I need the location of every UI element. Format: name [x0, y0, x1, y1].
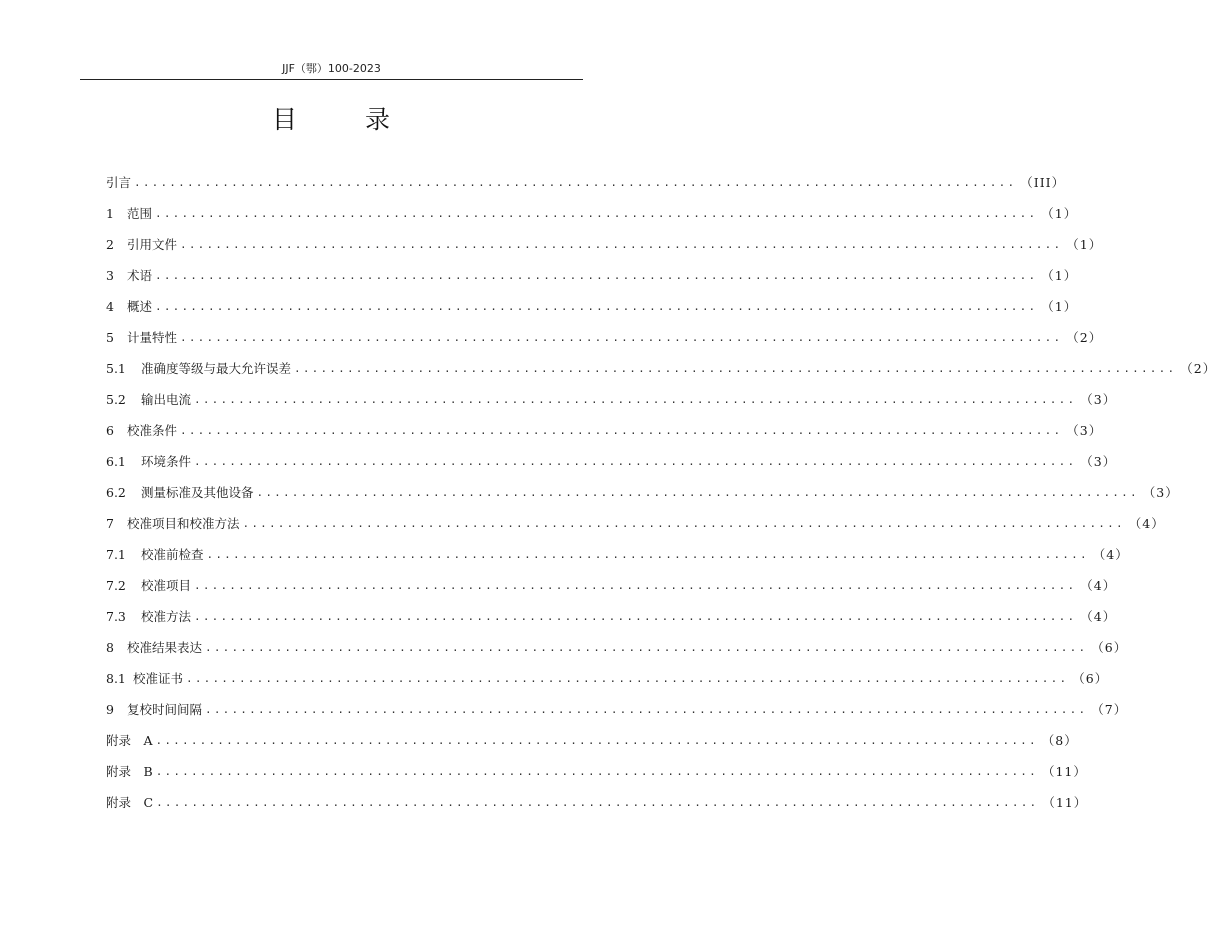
toc-label: 输出电流: [141, 391, 192, 407]
toc-label: 校准项目: [141, 577, 192, 593]
toc-number: 6: [106, 422, 114, 438]
toc-number: 3: [106, 267, 114, 283]
toc-dot-leader: ....................................................................................................: [294, 361, 1177, 375]
toc-page-number: （2）: [1066, 329, 1103, 345]
toc-entry-appendix-b[interactable]: [106, 756, 1087, 787]
toc-label: 附录 B: [106, 763, 153, 779]
toc-number: 5.1: [106, 360, 126, 376]
toc-label: 准确度等级与最大允许误差: [141, 360, 292, 376]
toc-dot-leader: ....................................................................................................: [155, 733, 1038, 747]
toc-entry-5-1[interactable]: [106, 353, 1216, 384]
toc-page-number: （4）: [1080, 608, 1117, 624]
toc-label: 附录 C: [106, 794, 154, 810]
toc-number: 7.3: [106, 608, 126, 624]
toc-dot-leader: ....................................................................................................: [155, 764, 1038, 778]
toc-entry-1[interactable]: [106, 198, 1078, 229]
toc-dot-leader: ....................................................................................................: [155, 268, 1038, 282]
toc-dot-leader: ....................................................................................................: [194, 454, 1077, 468]
toc-entry-appendix-c[interactable]: [106, 787, 1088, 818]
toc-entry-7-3[interactable]: [106, 601, 1117, 632]
toc-label: 校准前检查: [141, 546, 204, 562]
toc-page-number: （11）: [1041, 763, 1087, 779]
toc-entry-7[interactable]: [106, 508, 1165, 539]
toc-number: 8: [106, 639, 114, 655]
toc-number: 1: [106, 205, 114, 221]
toc-number: 5.2: [106, 391, 126, 407]
toc-entry-6[interactable]: [106, 415, 1103, 446]
toc-label: 复校时间间隔: [127, 701, 203, 717]
toc-entry-6-1[interactable]: [106, 446, 1117, 477]
toc-entry-intro[interactable]: [106, 167, 1066, 198]
toc-page-number: （3）: [1142, 484, 1179, 500]
header-rule: [80, 79, 583, 80]
toc-entry-7-2[interactable]: [106, 570, 1117, 601]
toc-label: 概述: [127, 298, 153, 314]
toc-dot-leader: ....................................................................................................: [194, 609, 1077, 623]
toc-page-number: （8）: [1041, 732, 1078, 748]
toc-entry-appendix-a[interactable]: [106, 725, 1078, 756]
toc-dot-leader: ....................................................................................................: [205, 702, 1088, 716]
toc-dot-leader: ....................................................................................................: [180, 423, 1063, 437]
toc-number: 9: [106, 701, 114, 717]
toc-page-number: （11）: [1042, 794, 1088, 810]
toc-label: 附录 A: [106, 732, 153, 748]
toc-label: 引用文件: [127, 236, 178, 252]
toc-dot-leader: ....................................................................................................: [155, 206, 1038, 220]
toc-dot-leader: ....................................................................................................: [194, 578, 1077, 592]
toc-page-number: （1）: [1041, 205, 1078, 221]
toc-label: 引言: [106, 174, 132, 190]
toc-page-number: （III）: [1020, 174, 1066, 190]
toc-dot-leader: ....................................................................................................: [134, 175, 1017, 189]
toc-entry-3[interactable]: [106, 260, 1078, 291]
toc-page-number: （3）: [1080, 391, 1117, 407]
toc-page-number: （1）: [1041, 267, 1078, 283]
toc-label: 环境条件: [141, 453, 192, 469]
running-header: JJF（鄂）100-2023: [282, 62, 381, 75]
toc-label: 校准条件: [127, 422, 178, 438]
toc-number: 7.2: [106, 577, 126, 593]
toc-entry-8-1[interactable]: [106, 663, 1109, 694]
toc-page-number: （6）: [1091, 639, 1128, 655]
toc-number: 7.1: [106, 546, 126, 562]
toc-entry-2[interactable]: [106, 229, 1103, 260]
toc-page-number: （6）: [1072, 670, 1109, 686]
toc-label: 校准证书: [133, 670, 184, 686]
toc-dot-leader: ....................................................................................................: [156, 795, 1039, 809]
toc-entry-8[interactable]: [106, 632, 1128, 663]
toc-page-number: （2）: [1180, 360, 1216, 376]
toc-label: 校准项目和校准方法: [127, 515, 240, 531]
toc-page-number: （1）: [1066, 236, 1103, 252]
toc-number: 6.1: [106, 453, 126, 469]
toc-dot-leader: ....................................................................................................: [194, 392, 1077, 406]
toc-label: 校准结果表达: [127, 639, 203, 655]
toc-number: 4: [106, 298, 114, 314]
toc-dot-leader: ....................................................................................................: [180, 330, 1063, 344]
toc-entry-5[interactable]: [106, 322, 1103, 353]
toc-label: 术语: [127, 267, 153, 283]
toc-label: 校准方法: [141, 608, 192, 624]
toc-label: 计量特性: [127, 329, 178, 345]
toc-page-number: （3）: [1080, 453, 1117, 469]
toc-dot-leader: ....................................................................................................: [205, 640, 1088, 654]
toc-page-number: （4）: [1092, 546, 1129, 562]
toc-entry-9[interactable]: [106, 694, 1128, 725]
toc-dot-leader: ....................................................................................................: [256, 485, 1139, 499]
toc-dot-leader: ....................................................................................................: [206, 547, 1089, 561]
toc-dot-leader: ....................................................................................................: [186, 671, 1069, 685]
page-title: 目 录: [272, 105, 420, 134]
toc-dot-leader: ....................................................................................................: [242, 516, 1125, 530]
toc-entry-5-2[interactable]: [106, 384, 1117, 415]
toc-dot-leader: ....................................................................................................: [180, 237, 1063, 251]
toc-page-number: （1）: [1041, 298, 1078, 314]
toc-number: 5: [106, 329, 114, 345]
toc-dot-leader: ....................................................................................................: [155, 299, 1038, 313]
toc-page-number: （4）: [1128, 515, 1165, 531]
toc-page-number: （4）: [1080, 577, 1117, 593]
toc-page-number: （7）: [1091, 701, 1128, 717]
toc-number: 7: [106, 515, 114, 531]
toc-number: 8.1: [106, 670, 126, 686]
toc-number: 2: [106, 236, 114, 252]
toc-entry-4[interactable]: [106, 291, 1078, 322]
toc-page-number: （3）: [1066, 422, 1103, 438]
toc-label: 范围: [127, 205, 153, 221]
toc-number: 6.2: [106, 484, 126, 500]
toc-entry-6-2[interactable]: [106, 477, 1179, 508]
toc-entry-7-1[interactable]: [106, 539, 1129, 570]
table-of-contents: [106, 167, 1216, 818]
toc-label: 测量标准及其他设备: [141, 484, 254, 500]
